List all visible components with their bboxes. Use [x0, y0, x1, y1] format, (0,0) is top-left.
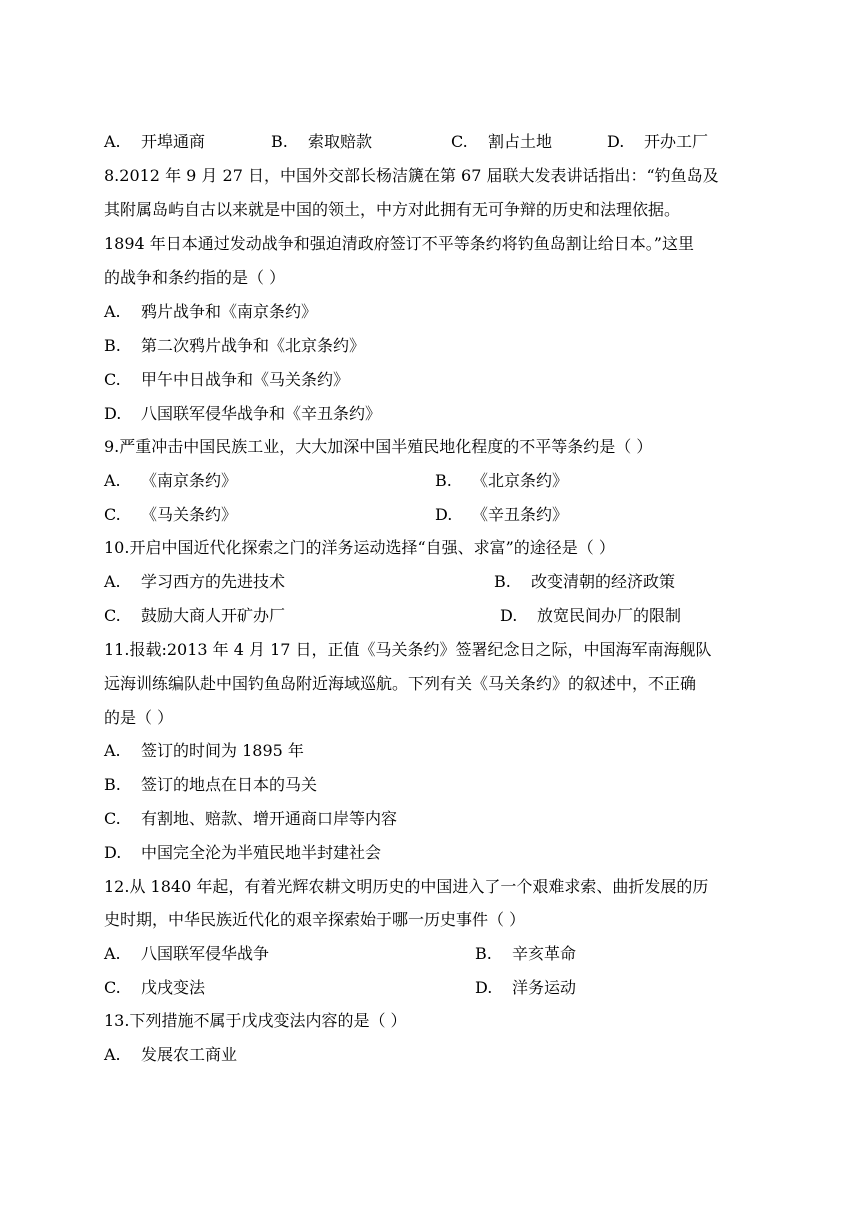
- q7-option-a: A. 开埠通商: [104, 132, 206, 151]
- q12-option-a: A. 八国联军侵华战争: [104, 944, 270, 963]
- q10-option-d: D. 放宽民间办厂的限制: [500, 606, 682, 625]
- q7-option-c: C. 割占土地: [451, 132, 553, 151]
- q12-option-d: D. 洋务运动: [475, 978, 577, 997]
- q8-option-c: C. 甲午中日战争和《马关条约》: [104, 370, 350, 389]
- q13-option-a: A. 发展农工商业: [104, 1045, 238, 1064]
- q10-option-a: A. 学习西方的先进技术: [104, 572, 286, 591]
- q12-option-c: C. 戊戌变法: [104, 978, 206, 997]
- q9-option-a: A. 《南京条约》: [104, 471, 238, 490]
- q11-stem-line-2: 远海训练编队赴中国钓鱼岛附近海域巡航。下列有关《马关条约》的叙述中，不正确: [104, 674, 697, 693]
- q8-stem-line-4: 的战争和条约指的是（ ）: [104, 268, 286, 287]
- q11-stem-line-1: 11.报载:2013 年 4 月 17 日，正值《马关条约》签署纪念日之际，中国海军南海舰队: [104, 640, 712, 659]
- q7-option-d: D. 开办工厂: [607, 132, 709, 151]
- q11-option-b: B. 签订的地点在日本的马关: [104, 775, 318, 794]
- q8-stem-line-1: 8.2012 年 9 月 27 日，中国外交部长杨洁篪在第 67 届联大发表讲话指出：“钓鱼岛及: [104, 166, 719, 185]
- q9-option-b: B. 《北京条约》: [435, 471, 569, 490]
- q9-option-d: D. 《辛丑条约》: [435, 505, 569, 524]
- q12-option-b: B. 辛亥革命: [475, 944, 577, 963]
- q8-stem-line-2: 其附属岛屿自古以来就是中国的领土，中方对此拥有无可争辩的历史和法理依据。: [104, 200, 681, 219]
- q11-option-d: D. 中国完全沦为半殖民地半封建社会: [104, 843, 382, 862]
- q10-option-b: B. 改变清朝的经济政策: [494, 572, 676, 591]
- q8-option-a: A. 鸦片战争和《南京条约》: [104, 302, 318, 321]
- q8-option-b: B. 第二次鸦片战争和《北京条约》: [104, 336, 366, 355]
- q7-option-b: B. 索取赔款: [271, 132, 373, 151]
- q11-stem-line-3: 的是（ ）: [104, 708, 174, 727]
- q11-option-c: C. 有割地、赔款、增开通商口岸等内容: [104, 809, 398, 828]
- q10-option-c: C. 鼓励大商人开矿办厂: [104, 606, 286, 625]
- q9-option-c: C. 《马关条约》: [104, 505, 238, 524]
- q9-stem-line-1: 9.严重冲击中国民族工业，大大加深中国半殖民地化程度的不平等条约是（ ）: [104, 437, 653, 456]
- q8-option-d: D. 八国联军侵华战争和《辛丑条约》: [104, 404, 382, 423]
- q11-option-a: A. 签订的时间为 1895 年: [104, 741, 304, 760]
- q12-stem-line-1: 12.从 1840 年起，有着光辉农耕文明历史的中国进入了一个艰难求索、曲折发展的历: [104, 877, 709, 896]
- q12-stem-line-2: 史时期，中华民族近代化的艰辛探索始于哪一历史事件（ ）: [104, 910, 526, 929]
- q8-stem-line-3: 1894 年日本通过发动战争和强迫清政府签订不平等条约将钓鱼岛割让给日本。”这里: [104, 234, 694, 253]
- q10-stem-line-1: 10.开启中国近代化探索之门的洋务运动选择“自强、求富”的途径是（ ）: [104, 538, 615, 557]
- q13-stem-line-1: 13.下列措施不属于戊戌变法内容的是（ ）: [104, 1011, 407, 1030]
